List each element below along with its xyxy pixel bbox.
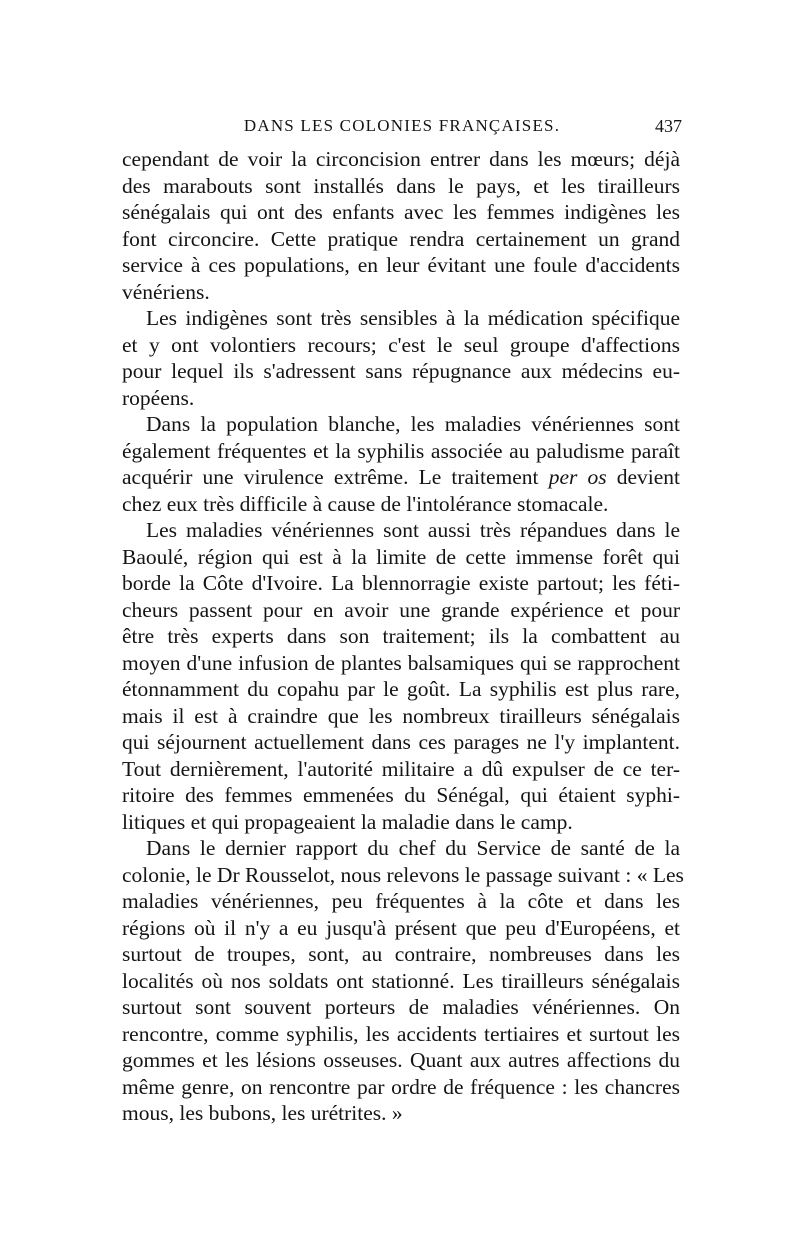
text-segment: acquérir une virulence extrême. Le traitement — [122, 465, 539, 489]
text-line: Dans la population blanche, les maladies vénériennes sont — [146, 412, 680, 436]
text-line: même genre, on rencontre par ordre de fréquence : les chancres — [122, 1074, 680, 1099]
text-line: cependant de voir la circoncision entrer dans les mœurs; déjà — [122, 147, 680, 171]
body-text — [122, 146, 684, 1127]
text-line: Les indigènes sont très sensibles à la médication spécifique — [146, 306, 680, 330]
text-line: cheurs passent pour en avoir une grande expérience et pour — [122, 597, 680, 622]
text-line: gommes et les lésions osseuses. Quant aux autres affections du — [122, 1048, 680, 1072]
text-line: surtout sont souvent porteurs de maladies vénériennes. On — [122, 995, 680, 1019]
text-line: Baoulé, région qui est à la limite de cette immense forêt qui — [122, 544, 680, 569]
text-line: pour lequel ils s'adressent sans répugnance aux médecins eu- — [122, 359, 680, 383]
text-line: colonie, le Dr Rousselot, nous relevons le passage suivant : « Les — [122, 862, 684, 887]
text-line: localités où nos soldats ont stationné. Les tirailleurs sénégalais — [122, 968, 680, 993]
text-line — [122, 464, 680, 491]
text-line: qui séjournent actuellement dans ces parages ne l'y implantent. — [122, 730, 680, 754]
text-line: font circoncire. Cette pratique rendra certainement un grand — [122, 226, 680, 251]
paragraph-5 — [122, 835, 684, 1127]
running-title: DANS LES COLONIES FRANÇAISES. — [243, 116, 561, 135]
text-line: et y ont volontiers recours; c'est le seul groupe d'affections — [122, 332, 680, 357]
text-line: litiques et qui propageaient la maladie dans le camp. — [122, 809, 573, 834]
running-head — [122, 114, 682, 138]
text-line: mous, les bubons, les urétrites. » — [122, 1101, 403, 1125]
text-line: également fréquentes et la syphilis associée au paludisme paraît — [122, 438, 680, 463]
text-line: maladies vénériennes, peu fréquentes à la côte et dans les — [122, 889, 680, 913]
text-line: sénégalais qui ont des enfants avec les femmes indigènes les — [122, 200, 680, 224]
text-line: être très experts dans son traitement; ils la combattent au — [122, 624, 680, 648]
page-number: 437 — [655, 116, 682, 136]
text-line: Tout dernièrement, l'autorité militaire a dû expulser de ce ter- — [122, 756, 680, 781]
text-line: service à ces populations, en leur évitant une foule d'accidents — [122, 253, 680, 277]
text-line: surtout de troupes, sont, au contraire, nombreuses dans les — [122, 942, 680, 966]
paragraph-1 — [122, 146, 680, 305]
text-line: moyen d'une infusion de plantes balsamiques qui se rapprochent — [122, 650, 680, 675]
italic-phrase: per os — [548, 465, 607, 489]
text-line: ropéens. — [122, 385, 195, 410]
text-line: Dans le dernier rapport du chef du Service de santé de la — [146, 836, 680, 860]
text-line: vénériens. — [122, 279, 210, 304]
text-line: ritoire des femmes emmenées du Sénégal, qui étaient syphi- — [122, 783, 680, 807]
text-line: rencontre, comme syphilis, les accidents tertiaires et surtout les — [122, 1021, 680, 1046]
text-segment: devient — [616, 465, 681, 489]
text-line: borde la Côte d'Ivoire. La blennorragie existe partout; les féti- — [122, 571, 680, 595]
text-line: régions où il n'y a eu jusqu'à présent que peu d'Européens, et — [122, 915, 680, 940]
text-line: mais il est à craindre que les nombreux tirailleurs sénégalais — [122, 703, 680, 728]
paragraph-2 — [122, 305, 680, 411]
text-line: des marabouts sont installés dans le pays, et les tirailleurs — [122, 173, 680, 198]
paragraph-3 — [122, 411, 680, 517]
text-line: chez eux très difficile à cause de l'intolérance stomacale. — [122, 491, 609, 516]
text-line: étonnamment du copahu par le goût. La syphilis est plus rare, — [122, 677, 680, 701]
text-line: Les maladies vénériennes sont aussi très répandues dans le — [146, 518, 680, 542]
paragraph-4 — [122, 517, 680, 835]
